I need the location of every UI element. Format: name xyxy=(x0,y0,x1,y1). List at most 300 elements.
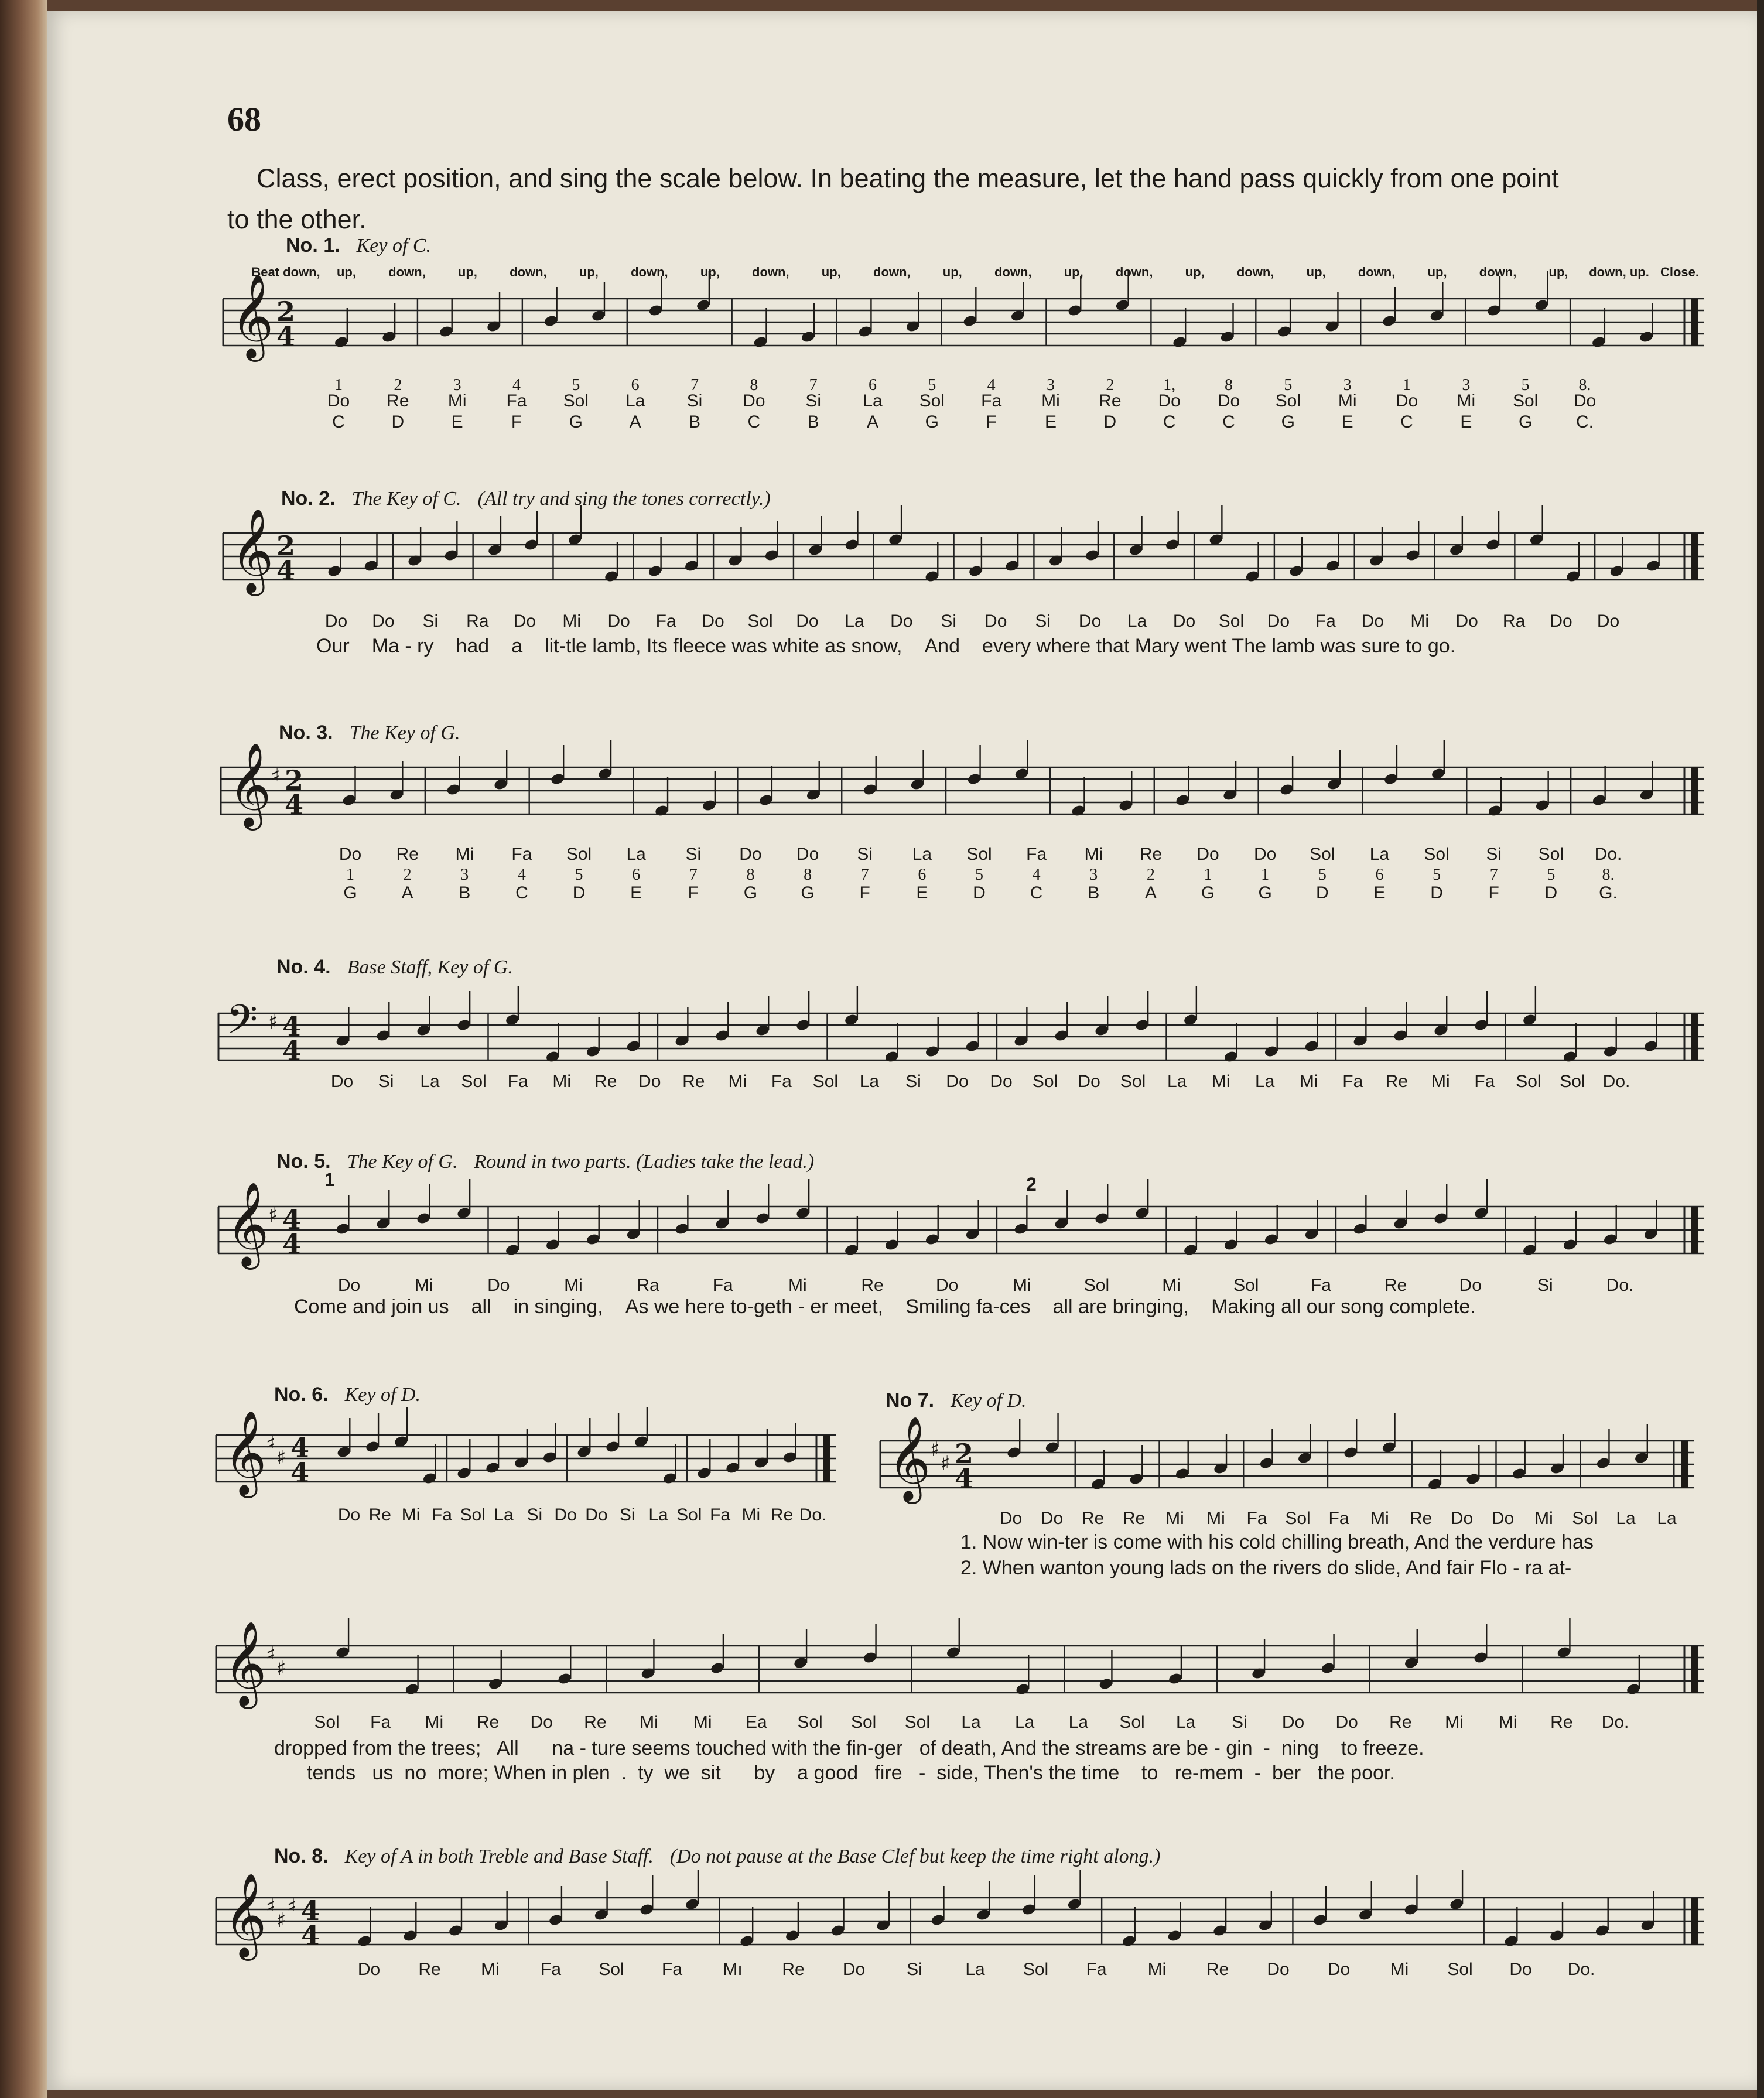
row-label: C. xyxy=(1576,412,1594,432)
time-signature-bottom: 4 xyxy=(282,1228,302,1260)
row-label: 1 xyxy=(1204,866,1212,884)
sharp-icon: ♯ xyxy=(266,1643,276,1666)
row-label: A xyxy=(629,412,641,432)
sharp-icon: ♯ xyxy=(276,1446,286,1470)
row-label: Do xyxy=(1158,391,1181,411)
row-label: Mi xyxy=(1012,1276,1031,1295)
row-label: F xyxy=(859,883,870,903)
section-4-heading xyxy=(276,956,513,979)
row-label: Sol xyxy=(1560,1072,1585,1091)
row-label: D xyxy=(572,883,586,903)
row-label: Mi xyxy=(1390,1960,1409,1979)
row-label: 5 xyxy=(1318,866,1327,884)
lyric-fragment: Making all our song complete. xyxy=(1211,1296,1476,1318)
section-key: The Key of G. xyxy=(347,1151,458,1173)
row-label: Fa xyxy=(1310,1276,1331,1295)
row-label: La xyxy=(1616,1509,1636,1528)
row-label: Si xyxy=(1231,1713,1247,1732)
row-label: down, xyxy=(1358,265,1396,279)
lyric-fragment: lit-tle lamb, Its fleece was white as snow, xyxy=(545,635,902,657)
section-number: No. 6. xyxy=(274,1383,329,1406)
round-part-2-mark: 2 xyxy=(1026,1174,1037,1195)
section-number: No. 2. xyxy=(281,487,336,510)
row-label: down, xyxy=(752,265,789,279)
row-label: Si xyxy=(941,611,957,631)
row-label: up, xyxy=(1306,265,1326,279)
row-label: A xyxy=(1144,883,1157,903)
row-label: 1 xyxy=(334,376,343,394)
row-label: Do xyxy=(990,1072,1013,1091)
row-label: Mi xyxy=(401,1505,421,1525)
row-label: 4 xyxy=(987,376,996,394)
row-label: Fa xyxy=(431,1505,452,1525)
row-label: E xyxy=(451,412,463,432)
row-label: 8. xyxy=(1602,866,1615,884)
row-label: Sol xyxy=(1538,845,1564,864)
row-label: 6 xyxy=(869,376,877,394)
row-label: La xyxy=(845,611,864,631)
row-label: Mi xyxy=(788,1276,807,1295)
time-signature-bottom: 4 xyxy=(955,1463,974,1494)
row-label: D xyxy=(391,412,405,432)
row-label: Do xyxy=(327,391,350,411)
row-label: down, up. xyxy=(1589,265,1649,279)
row-label: F xyxy=(986,412,997,432)
row-label: Re xyxy=(1389,1713,1412,1732)
row-label: Sol xyxy=(747,611,773,631)
row-label: Mı xyxy=(723,1960,743,1979)
row-label: G xyxy=(343,883,357,903)
row-label: 6 xyxy=(631,376,640,394)
row-label: 7 xyxy=(860,866,869,884)
row-label: 5 xyxy=(1521,376,1530,394)
row-label: Fa xyxy=(655,611,676,631)
row-label: up, xyxy=(821,265,841,279)
row-label: Re xyxy=(682,1072,705,1091)
row-label: Si xyxy=(1537,1276,1553,1295)
row-label: Do xyxy=(638,1072,661,1091)
row-label: Re xyxy=(861,1276,884,1295)
row-label: Do xyxy=(330,1072,354,1091)
row-label: Do xyxy=(1335,1713,1358,1732)
row-label: Mi xyxy=(1206,1509,1225,1528)
row-label: Mi xyxy=(1211,1072,1230,1091)
book-binding xyxy=(0,0,47,2098)
row-label: 6 xyxy=(918,866,927,884)
row-label: 7 xyxy=(1489,866,1498,884)
row-label: Sol xyxy=(966,845,992,864)
row-label: Do xyxy=(487,1276,510,1295)
row-label: D xyxy=(1103,412,1117,432)
treble-clef-icon: 𝄞 xyxy=(226,1182,269,1266)
row-label: Do xyxy=(337,1505,361,1525)
row-label: Do xyxy=(530,1713,553,1732)
row-label: Do xyxy=(702,611,724,631)
row-label: La xyxy=(965,1960,985,1979)
section-7-heading xyxy=(886,1389,1026,1412)
row-label: Re xyxy=(396,845,419,864)
sharp-icon: ♯ xyxy=(268,1204,278,1227)
row-label: 2 xyxy=(1106,376,1115,394)
row-label: 5 xyxy=(575,866,583,884)
row-label: Si xyxy=(527,1505,543,1525)
row-label: E xyxy=(1373,883,1386,903)
row-label: Close. xyxy=(1660,265,1700,279)
row-label: Do xyxy=(999,1509,1023,1528)
section-key: Key of D. xyxy=(344,1384,421,1406)
row-label: Sol xyxy=(904,1713,931,1732)
row-label: Fa xyxy=(506,391,527,411)
row-label: 3 xyxy=(460,866,469,884)
row-label: Do xyxy=(554,1505,577,1525)
lyric-fragment: had xyxy=(456,635,490,657)
lyric-fragment: Our xyxy=(316,635,350,657)
row-label: Sol xyxy=(1285,1509,1311,1528)
row-label: Do xyxy=(585,1505,608,1525)
row-label: 6 xyxy=(1375,866,1384,884)
row-label: Mi xyxy=(1165,1509,1184,1528)
row-label: Do xyxy=(739,845,762,864)
row-label: C xyxy=(332,412,345,432)
row-label: Re xyxy=(1081,1509,1105,1528)
treble-clef-icon: 𝄞 xyxy=(231,274,274,358)
row-label: Fa xyxy=(661,1960,683,1979)
row-label: 2 xyxy=(403,866,412,884)
row-label: Do xyxy=(372,611,395,631)
row-label: 3 xyxy=(453,376,461,394)
row-label: F xyxy=(511,412,522,432)
row-label: Sol xyxy=(566,845,592,864)
row-label: Mi xyxy=(693,1713,712,1732)
row-label: A xyxy=(401,883,413,903)
row-label: Mi xyxy=(1457,391,1476,411)
row-label: 5 xyxy=(572,376,580,394)
staff-section-6 xyxy=(216,1410,836,1517)
row-label: up, xyxy=(700,265,720,279)
section-key: Key of C. xyxy=(356,235,432,257)
intro-line-1: Class, erect position, and sing the scale below. In beating the measure, let the hand pass quickly from one point xyxy=(257,163,1559,193)
row-label: E xyxy=(1460,412,1472,432)
row-label: Re xyxy=(368,1505,391,1525)
row-label: La xyxy=(494,1505,514,1525)
staff-section-5 xyxy=(218,1182,1704,1289)
row-label: Mi xyxy=(741,1505,761,1525)
lyrics-section-7-verse-2: 2. When wanton young lads on the rivers do slide, And fair Flo - ra at- xyxy=(960,1557,1572,1579)
row-label: 5 xyxy=(1284,376,1293,394)
section-number: No. 5. xyxy=(276,1150,331,1173)
page-edge xyxy=(1757,0,1764,2098)
row-label: Do xyxy=(339,845,362,864)
row-label: C xyxy=(1222,412,1235,432)
row-label: Re xyxy=(1384,1276,1407,1295)
row-label: up, xyxy=(579,265,599,279)
row-label: Do xyxy=(1550,611,1572,631)
row-label: F xyxy=(688,883,699,903)
section-note: (Do not pause at the Base Clef but keep the time right along.) xyxy=(669,1846,1161,1867)
row-label: B xyxy=(807,412,819,432)
row-label: Sol xyxy=(1310,845,1335,864)
row-label: Do xyxy=(513,611,536,631)
time-signature-top: 2 xyxy=(285,764,304,796)
row-label: G xyxy=(1518,412,1533,432)
row-label: G xyxy=(925,412,939,432)
row-label: G xyxy=(1201,883,1215,903)
row-label: 8 xyxy=(1225,376,1233,394)
row-label: G xyxy=(569,412,583,432)
row-label: C xyxy=(515,883,528,903)
row-label: down, xyxy=(1236,265,1274,279)
row-label: Do xyxy=(1172,611,1196,631)
lyric-fragment: in singing, xyxy=(513,1296,603,1318)
row-label: Re xyxy=(594,1072,617,1091)
row-label: C xyxy=(1400,412,1413,432)
final-barline xyxy=(1691,767,1698,814)
row-label: Fa xyxy=(1315,611,1336,631)
row-label: down, xyxy=(631,265,668,279)
row-label: Mi xyxy=(481,1960,500,1979)
sharp-icon: ♯ xyxy=(930,1438,940,1461)
lyric-fragment: every where that Mary went The lamb was sure to go. xyxy=(982,635,1456,657)
row-label: Mi xyxy=(1338,391,1357,411)
row-label: 7 xyxy=(690,376,699,394)
row-label: C xyxy=(747,412,761,432)
row-label: Mi xyxy=(1162,1276,1181,1295)
row-label: La xyxy=(626,845,646,864)
row-label: Do xyxy=(1253,845,1277,864)
row-label: G xyxy=(801,883,815,903)
row-label: down, xyxy=(1115,265,1153,279)
row-label: Fa xyxy=(710,1505,731,1525)
final-barline xyxy=(823,1435,830,1482)
row-label: down, xyxy=(873,265,911,279)
time-signature-bottom: 4 xyxy=(276,320,296,352)
row-label: Sol xyxy=(599,1960,624,1979)
row-label: Do xyxy=(796,845,819,864)
lyric-fragment: a xyxy=(511,635,523,657)
time-signature-bottom: 4 xyxy=(282,1035,302,1067)
row-label: Re xyxy=(1550,1713,1573,1732)
row-label: Sol xyxy=(1516,1072,1541,1091)
time-signature-top: 4 xyxy=(290,1432,310,1464)
row-label: 6 xyxy=(632,866,641,884)
section-key: The Key of C. xyxy=(351,488,461,510)
row-label: Mi xyxy=(1147,1960,1167,1979)
row-label: E xyxy=(630,883,642,903)
row-label: Si xyxy=(685,845,702,864)
row-label: Mi xyxy=(425,1713,444,1732)
row-label: Do xyxy=(1491,1509,1515,1528)
row-label: 5 xyxy=(928,376,936,394)
row-label: 3 xyxy=(1462,376,1471,394)
row-label: Do xyxy=(1450,1509,1474,1528)
row-label: 4 xyxy=(1032,866,1041,884)
row-label: Sol xyxy=(1023,1960,1049,1979)
section-number: No. 4. xyxy=(276,956,331,978)
treble-clef-icon: 𝄞 xyxy=(224,1621,267,1706)
row-label: 4 xyxy=(517,866,526,884)
section-number: No 7. xyxy=(886,1389,935,1412)
row-label: Do xyxy=(1078,1072,1100,1091)
section-5-heading xyxy=(276,1150,814,1173)
section-8-heading xyxy=(274,1845,1160,1868)
row-label: 3 xyxy=(1047,376,1055,394)
treble-clef-icon: 𝄞 xyxy=(888,1416,931,1501)
row-label: up, xyxy=(457,265,477,279)
row-label: Sol xyxy=(1572,1509,1598,1528)
row-label: Sol xyxy=(563,391,589,411)
row-label: Do xyxy=(324,611,348,631)
time-signature-bottom: 4 xyxy=(276,555,296,586)
row-label: Mi xyxy=(455,845,474,864)
section-number: No. 3. xyxy=(279,722,333,744)
row-label: Sol xyxy=(1032,1072,1058,1091)
row-label: 4 xyxy=(512,376,521,394)
row-label: up, xyxy=(942,265,962,279)
row-label: Re xyxy=(476,1713,500,1732)
row-label: Re xyxy=(1206,1960,1229,1979)
row-label: Do. xyxy=(1594,845,1622,864)
sharp-icon: ♯ xyxy=(276,1657,286,1680)
row-label: E xyxy=(1044,412,1057,432)
final-barline xyxy=(1691,533,1698,580)
row-label: Do xyxy=(1281,1713,1305,1732)
sharp-icon: ♯ xyxy=(266,1432,276,1455)
row-label: Do xyxy=(1267,1960,1290,1979)
final-barline xyxy=(1691,1013,1698,1060)
treble-clef-icon: 𝄞 xyxy=(224,1873,267,1957)
row-label: Si xyxy=(1486,845,1502,864)
row-label: Mi xyxy=(1410,611,1430,631)
row-label: La xyxy=(1127,611,1147,631)
sharp-icon: ♯ xyxy=(276,1909,286,1932)
treble-clef-icon: 𝄞 xyxy=(228,743,272,827)
row-label: Si xyxy=(619,1505,635,1525)
row-label: Mi xyxy=(552,1072,571,1091)
row-label: Fa xyxy=(771,1072,792,1091)
section-2-heading xyxy=(281,487,771,510)
row-label: Sol xyxy=(1233,1276,1259,1295)
row-label: Si xyxy=(422,611,439,631)
row-label: Fa xyxy=(1328,1509,1349,1528)
row-label: Do xyxy=(1078,611,1102,631)
row-label: Do xyxy=(1455,611,1478,631)
row-label: Mi xyxy=(1498,1713,1517,1732)
row-label: La xyxy=(863,391,883,411)
row-label: up, xyxy=(1064,265,1083,279)
row-label: Do. xyxy=(799,1505,827,1525)
row-label: Si xyxy=(378,1072,394,1091)
row-label: D xyxy=(1544,883,1558,903)
row-label: Do xyxy=(1267,611,1290,631)
final-barline xyxy=(1691,1898,1698,1945)
row-label: G xyxy=(1258,883,1272,903)
row-label: Fa xyxy=(507,1072,528,1091)
row-label: Sol xyxy=(461,1072,487,1091)
row-label: Sol xyxy=(1447,1960,1473,1979)
row-label: Mi xyxy=(728,1072,747,1091)
row-label: Re xyxy=(1099,391,1122,411)
time-signature-top: 4 xyxy=(282,1204,302,1235)
row-label: G. xyxy=(1599,883,1618,903)
row-label: 7 xyxy=(809,376,818,394)
row-label: Si xyxy=(805,391,821,411)
time-signature-top: 4 xyxy=(282,1010,302,1042)
row-label: down, xyxy=(510,265,547,279)
lyric-fragment: Smiling fa-ces xyxy=(905,1296,1031,1318)
treble-clef-icon: 𝄞 xyxy=(231,508,274,593)
section-key: The Key of G. xyxy=(349,722,460,744)
section-key: Base Staff, Key of G. xyxy=(347,956,513,978)
row-label: Sol xyxy=(797,1713,823,1732)
row-label: Si xyxy=(857,845,873,864)
row-label: Si xyxy=(1035,611,1051,631)
row-label: B xyxy=(459,883,471,903)
row-label: A xyxy=(866,412,879,432)
lyrics-section-5 xyxy=(294,1296,1498,1318)
section-3-heading xyxy=(279,722,460,744)
row-label: Do xyxy=(1509,1960,1532,1979)
row-label: Do xyxy=(1573,391,1597,411)
row-label: D xyxy=(973,883,986,903)
row-label: Do xyxy=(1217,391,1240,411)
row-label: Mi xyxy=(1431,1072,1450,1091)
row-label: 5 xyxy=(975,866,983,884)
row-label: 2 xyxy=(394,376,402,394)
lyrics-verse-2-cont: tends us no more; When in plen . ty we sit by a good fire - side, Then's the time to re-mem - ber the poor. xyxy=(307,1762,1395,1784)
row-label: Do xyxy=(1327,1960,1351,1979)
row-label: Sol xyxy=(1120,1072,1146,1091)
row-label: Do xyxy=(337,1276,361,1295)
intro-text xyxy=(227,158,1709,240)
row-label: Sol xyxy=(1083,1276,1110,1295)
row-label: Re xyxy=(387,391,409,411)
row-label: La xyxy=(1068,1713,1089,1732)
row-label: Do xyxy=(935,1276,959,1295)
row-label: Sol xyxy=(1424,845,1450,864)
row-label: Re xyxy=(782,1960,805,1979)
row-label: La xyxy=(912,845,932,864)
row-label: Re xyxy=(1139,845,1163,864)
row-label: Mi xyxy=(1370,1509,1389,1528)
final-barline xyxy=(1691,299,1698,346)
row-label: 1 xyxy=(1403,376,1411,394)
row-label: Fa xyxy=(1246,1509,1267,1528)
row-label: Fa xyxy=(1342,1072,1363,1091)
row-label: Do. xyxy=(1601,1713,1629,1732)
row-label: B xyxy=(688,412,701,432)
row-label: 2 xyxy=(1146,866,1155,884)
row-label: Fa xyxy=(712,1276,733,1295)
row-label: Do xyxy=(1361,611,1384,631)
row-label: Mi xyxy=(640,1713,658,1732)
row-label: Do xyxy=(984,611,1007,631)
row-label: Si xyxy=(905,1072,921,1091)
row-label: down, xyxy=(1479,265,1517,279)
row-label: Re xyxy=(771,1505,794,1525)
section-number: No. 8. xyxy=(274,1845,329,1867)
row-label: up, xyxy=(1427,265,1447,279)
row-label: Sol xyxy=(1218,611,1245,631)
row-label: Do xyxy=(357,1960,381,1979)
row-label: La xyxy=(1014,1713,1035,1732)
row-label: Do. xyxy=(1567,1960,1595,1979)
row-label: Sol xyxy=(1119,1713,1145,1732)
row-label: 8 xyxy=(746,866,755,884)
row-label: Fa xyxy=(1026,845,1047,864)
sharp-icon: ♯ xyxy=(266,1895,276,1918)
row-label: Ea xyxy=(745,1713,767,1732)
row-label: Sol xyxy=(1512,391,1539,411)
